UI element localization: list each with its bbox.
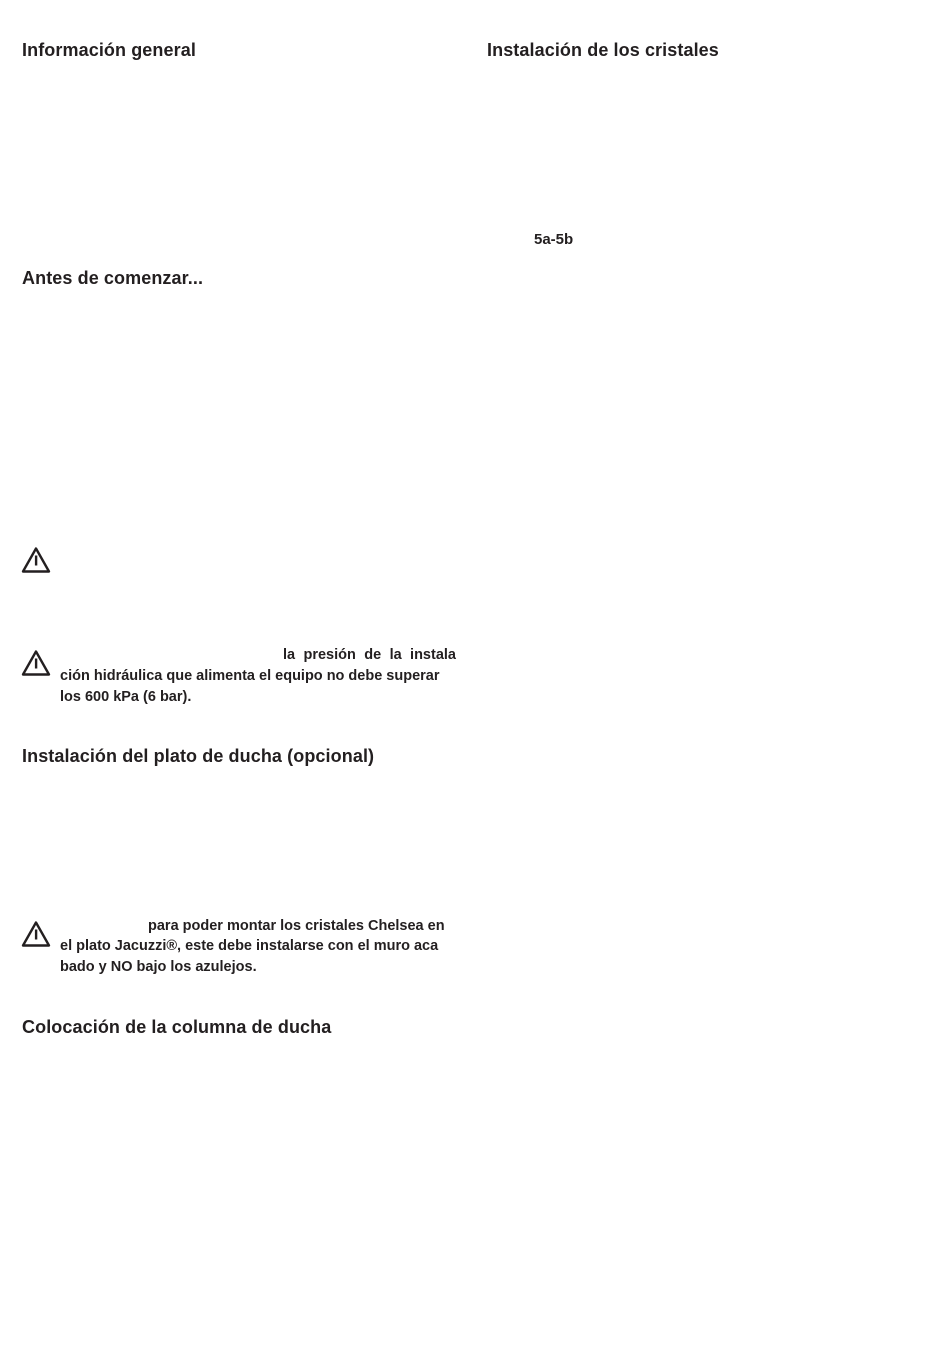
warning-text-line: ción hidráulica que alimenta el equipo no debe superar [60, 668, 440, 684]
warning-text-line: bado y NO bajo los azulejos. [60, 959, 257, 975]
section-title-antes-de-comenzar: Antes de comenzar... [22, 268, 204, 288]
warning-word: la [389, 647, 402, 663]
warning-text-line [283, 645, 456, 665]
warning-text-line: el plato Jacuzzi®, este debe instalarse con el muro aca [60, 938, 439, 954]
warning-word: presión [303, 647, 356, 663]
warning-word: instala [410, 647, 456, 663]
section-title-instalacion-cristales: Instalación de los cristales [487, 40, 719, 60]
warning-word: la [283, 647, 296, 663]
warning-triangle-icon [21, 546, 51, 574]
warning-text-line: los 600 kPa (6 bar). [60, 689, 192, 705]
warning-text-line: para poder montar los cristales Chelsea en [148, 918, 445, 934]
warning-triangle-icon [21, 920, 51, 948]
warning-triangle-icon [21, 649, 51, 677]
section-title-colocacion-columna-ducha: Colocación de la columna de ducha [22, 1017, 332, 1037]
figure-reference: 5a-5b [534, 231, 574, 248]
section-title-instalacion-plato-ducha: Instalación del plato de ducha (opcional) [22, 746, 375, 766]
warning-word: de [364, 647, 382, 663]
section-title-informacion-general: Información general [22, 40, 196, 60]
